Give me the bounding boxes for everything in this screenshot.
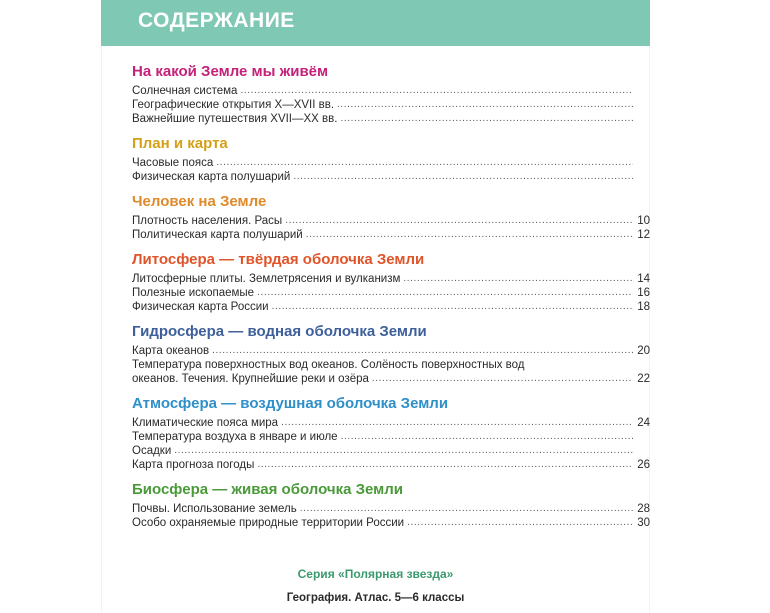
section-title: Литосфера — твёрдая оболочка Земли [132, 251, 425, 268]
book-title: География. Атлас. 5—6 классы [286, 592, 465, 604]
table-of-contents [132, 62, 650, 538]
page-number: 30 [637, 517, 650, 529]
toc-entry [132, 502, 650, 516]
page-number: 14 [637, 273, 650, 285]
section-title: На какой Земле мы живём [132, 63, 329, 80]
leader-dots [281, 416, 633, 430]
toc-entry [132, 344, 650, 358]
entry-text: Карта прогноза погоды [132, 459, 255, 471]
page-number: 22 [637, 373, 650, 385]
toc-entry [132, 156, 650, 170]
leader-dots [272, 300, 633, 314]
toc-entry [132, 112, 650, 126]
contents-header [101, 0, 650, 46]
toc-entry [132, 228, 650, 242]
toc-entry [132, 84, 650, 98]
toc-section [132, 134, 650, 184]
leader-dots [337, 98, 633, 112]
entry-text-continued: океанов. Течения. Крупнейшие реки и озёра [132, 373, 369, 385]
page-number: 18 [637, 301, 650, 313]
toc-entry [132, 430, 650, 444]
leader-dots [300, 502, 633, 516]
entry-text: Температура воздуха в январе и июле [132, 431, 338, 443]
leader-dots [257, 458, 633, 472]
leader-dots [212, 344, 633, 358]
toc-section [132, 394, 650, 472]
toc-entry [132, 458, 650, 472]
toc-entry [132, 214, 650, 228]
toc-entry [132, 300, 650, 314]
atlas-page [101, 0, 650, 613]
page-number: 10 [637, 215, 650, 227]
entry-text: Важнейшие путешествия XVII—XX вв. [132, 113, 338, 125]
toc-entry [132, 286, 650, 300]
leader-dots [240, 84, 633, 98]
leader-dots [257, 286, 633, 300]
entry-text: Солнечная система [132, 85, 238, 97]
toc-entry [132, 416, 650, 430]
leader-dots [341, 430, 633, 444]
contents-title: СОДЕРЖАНИЕ [138, 9, 295, 32]
toc-section [132, 192, 650, 242]
entry-text: Осадки [132, 445, 172, 457]
entry-text: Литосферные плиты. Землетрясения и вулканизм [132, 273, 401, 285]
toc-entry [132, 170, 650, 184]
toc-entry [132, 98, 650, 112]
section-title: Биосфера — живая оболочка Земли [132, 481, 404, 498]
entry-text: Часовые пояса [132, 157, 214, 169]
toc-entry [132, 444, 650, 458]
entry-text: Особо охраняемые природные территории России [132, 517, 405, 529]
page-number: 20 [637, 345, 650, 357]
toc-section [132, 250, 650, 314]
entry-text: Климатические пояса мира [132, 417, 279, 429]
section-title: Человек на Земле [132, 193, 267, 210]
page-number: 28 [637, 503, 650, 515]
entry-text: Плотность населения. Расы [132, 215, 283, 227]
leader-dots [285, 214, 633, 228]
leader-dots [403, 272, 633, 286]
section-title: План и карта [132, 135, 228, 152]
toc-section [132, 62, 650, 126]
entry-text: Полезные ископаемые [132, 287, 255, 299]
toc-entry [132, 272, 650, 286]
page-number: 24 [637, 417, 650, 429]
toc-section [132, 322, 650, 386]
entry-text: Географические открытия X—XVII вв. [132, 99, 335, 111]
leader-dots [293, 170, 633, 184]
page-number: 12 [637, 229, 650, 241]
series-label: Серия «Полярная звезда» [297, 567, 454, 581]
toc-entry [132, 358, 650, 386]
section-title: Атмосфера — воздушная оболочка Земли [132, 395, 449, 412]
entry-text: Политическая карта полушарий [132, 229, 303, 241]
entry-text: Физическая карта России [132, 301, 269, 313]
page-number: 26 [637, 459, 650, 471]
leader-dots [306, 228, 633, 242]
entry-text: Карта океанов [132, 345, 210, 357]
entry-text: Почвы. Использование земель [132, 503, 297, 515]
leader-dots [174, 444, 633, 458]
toc-section [132, 480, 650, 530]
leader-dots [407, 516, 633, 530]
section-title: Гидросфера — водная оболочка Земли [132, 323, 427, 340]
entry-text: Температура поверхностных вод океанов. Солёность поверхностных вод [132, 359, 525, 371]
leader-dots [216, 156, 633, 170]
entry-text: Физическая карта полушарий [132, 171, 291, 183]
leader-dots [340, 112, 633, 126]
toc-entry [132, 516, 650, 530]
page-number: 16 [637, 287, 650, 299]
leader-dots [372, 372, 633, 386]
